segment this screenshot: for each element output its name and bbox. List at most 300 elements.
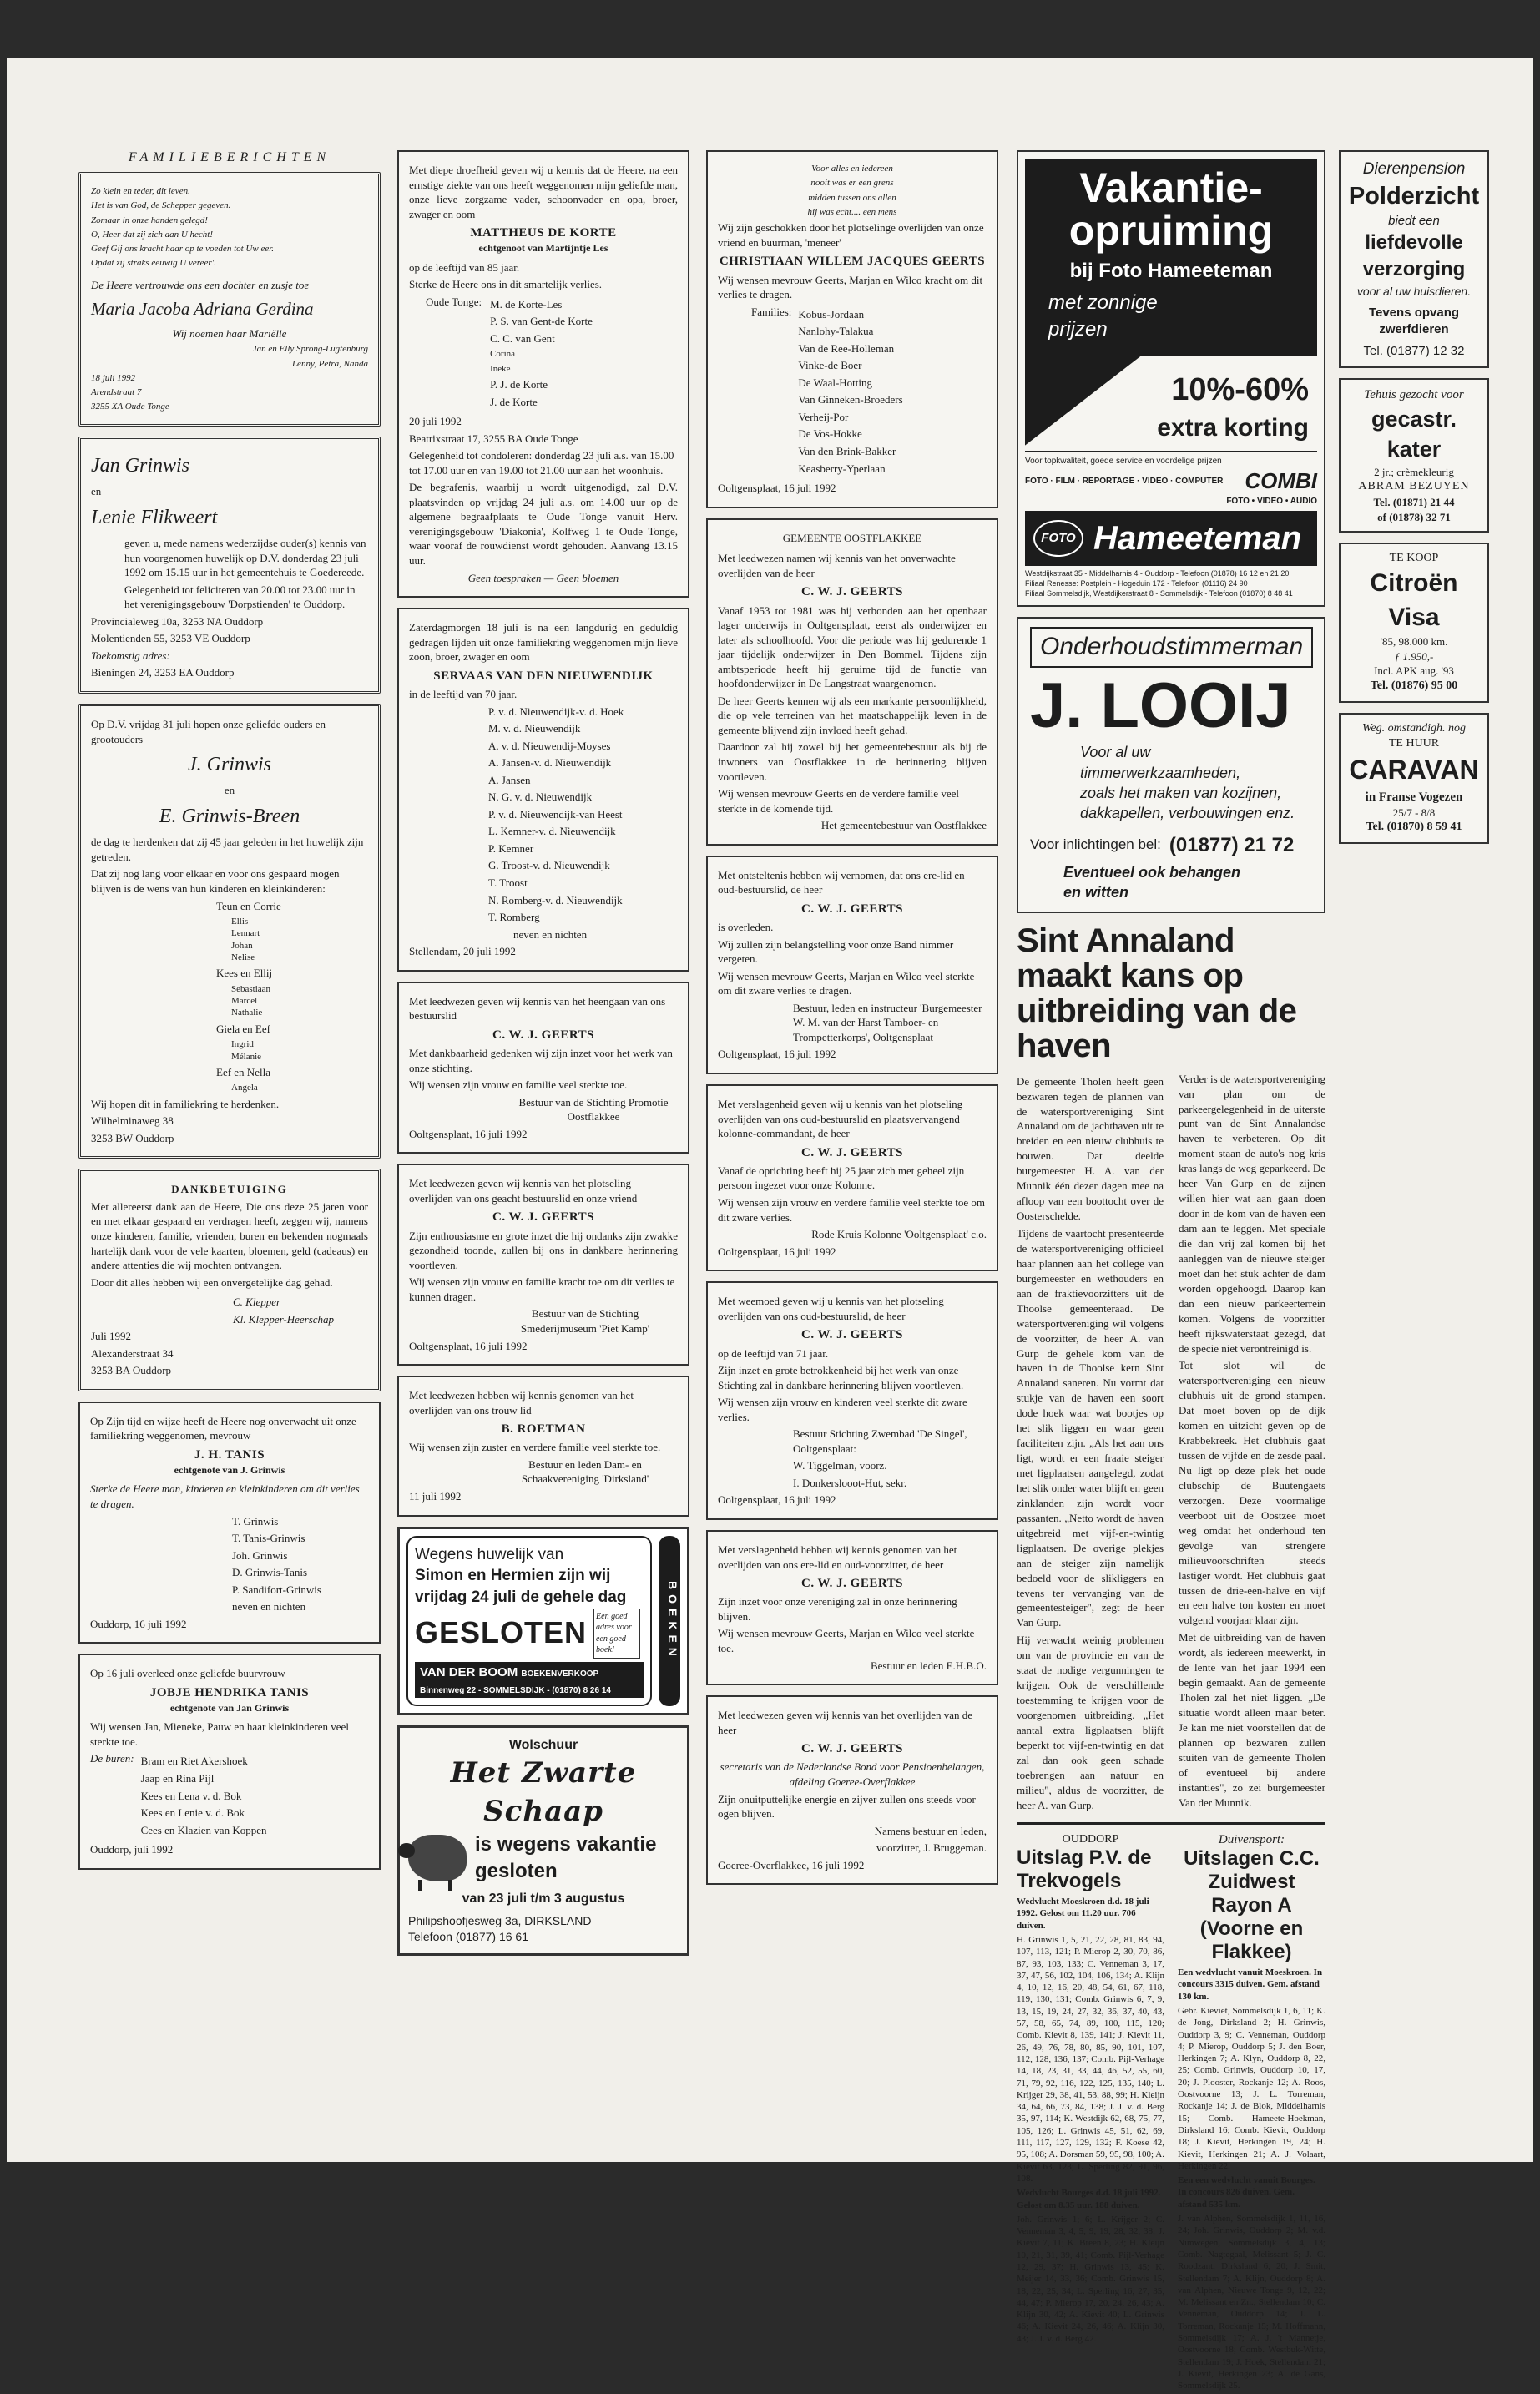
- address: Alexanderstraat 34: [91, 1346, 174, 1360]
- signature: J. de Korte: [490, 395, 538, 408]
- ad-polderzicht: [1339, 150, 1489, 368]
- ad-owner: ABRAM BEZUYEN: [1358, 480, 1470, 493]
- ad-phone: (01877) 21 72: [1169, 833, 1295, 856]
- signature: I. Donkerslooot-Hut, sekr.: [793, 1476, 907, 1489]
- pigeon-ouddorp: [1017, 1833, 1164, 2394]
- ad-line: vrijdag 24 juli de gehele dag: [415, 1588, 627, 1606]
- signature: Van de Ree-Holleman: [798, 341, 895, 355]
- signature: Bram en Riet Akershoek: [140, 1755, 248, 1768]
- deceased-name: B. ROETMAN: [501, 1422, 586, 1437]
- signature: Namens bestuur en leden,: [874, 1824, 987, 1837]
- signature: Bestuur, leden en instructeur 'Burgemeester W. M. van der Harst Tamboer- en Trompetterkorps', Ooltgensplaat: [793, 1001, 982, 1043]
- baby-name: Maria Jacoba Adriana Gerdina: [91, 299, 314, 320]
- ad-title: CARAVAN: [1349, 755, 1479, 785]
- obit-date: Ooltgensplaat, 16 juli 1992: [718, 482, 836, 495]
- condolence: Gelegenheid tot condoleren: donderdag 23 juli a.s. van 15.00 tot 17.00 uur en van 19.00 tot 21.00 uur aan het woonhuis.: [409, 449, 674, 477]
- child-couple: Teun en Corrie: [216, 899, 281, 912]
- obituary-ehbo: [706, 1530, 998, 1685]
- deceased-name: C. W. J. GEERTS: [800, 1328, 903, 1342]
- signature: N. Romberg-v. d. Nieuwendijk: [488, 893, 623, 907]
- race-results: Gebr. Kieviet, Sommelsdijk 1, 6, 11; K. de Jong, Dirksland 2; H. Grinwis, Ouddorp 3, 9; C. Venneman, Ouddorp 4; P. Mierop, Ouddorp 5; J. den Boer, Herkingen 7; A. Klyn, Ouddorp 8, 22, 25; Comb. Grinwis, Ouddorp 10, 17, 20; J. Plooster, Rockanje 12; A. Roos, Oostvoorne 13; J. L. Torreman, Rockanje 14; J. de Blok, Middelharnis 15; Comb. Hameete-Hoekman, Dirksland 16; Comb. Kievit, Ouddorp 18; J. Kievit, Herkingen 19, 24; H. Kievit, Herkingen 21; A. J. Volaart, Herkingen 22.: [1178, 2005, 1325, 2171]
- obit-intro: Met leedwezen geven wij kennis van het heengaan van ons bestuurslid: [409, 994, 666, 1023]
- signature: Bestuur en leden E.H.B.O.: [870, 1659, 987, 1672]
- signature: voorzitter, J. Bruggeman.: [876, 1841, 987, 1855]
- poem-line: O, Heer dat zij zich aan U hecht!: [91, 229, 214, 240]
- signature-list: [141, 1751, 267, 1840]
- address: Provincialeweg 10a, 3253 NA Ouddorp: [91, 614, 264, 628]
- address: Arendstraat 7: [91, 387, 142, 398]
- deceased-name: C. W. J. GEERTS: [492, 1028, 594, 1042]
- section-title: Uitslag P.V. de Trekvogels: [1017, 1846, 1152, 1893]
- deceased-name: J. H. TANIS: [194, 1448, 265, 1462]
- obit-text: Wij wensen mevrouw Geerts en de verdere familie veel sterkte in de komende tijd.: [718, 787, 959, 815]
- signature: P. Kemner: [488, 841, 534, 855]
- husband-name: J. Grinwis: [187, 754, 271, 776]
- address: 3253 BW Ouddorp: [91, 1131, 174, 1144]
- poem-line: Geef Gij ons kracht haar op te voeden tot Uw eer.: [91, 244, 275, 255]
- child-couple: Eef en Nella: [216, 1065, 270, 1078]
- deceased-name: C. W. J. GEERTS: [492, 1210, 594, 1225]
- ad-dates: van 23 juli t/m 3 augustus: [462, 1891, 625, 1907]
- child-couple: Kees en Ellij: [216, 967, 273, 980]
- ad-line: '85, 98.000 km.: [1380, 635, 1448, 648]
- signature: Bestuur Stichting Zwembad 'De Singel', Ooltgensplaat:: [793, 1427, 967, 1455]
- thanks-text-2: Door dit alles hebben wij een onvergetelijke dag gehad.: [91, 1275, 333, 1289]
- ad-citroen: [1339, 543, 1489, 702]
- ad-shop-name: Hameeteman: [1093, 519, 1302, 557]
- anniversary-close: Wij hopen dit in familiekring te herdenken.: [91, 1097, 280, 1110]
- obit-text: Zijn enthousiasme en grote inzet die hij ondanks zijn zwakke gezondheid toonde, zullen bij ons in dankbare herinnering voortleven.: [409, 1229, 678, 1271]
- en: en: [91, 485, 102, 498]
- obit-date: 20 juli 1992: [409, 415, 462, 428]
- signature: Bestuur en leden Dam- en Schaakvereniging 'Dirksland': [521, 1457, 649, 1486]
- grandchild: Marcel: [231, 996, 258, 1007]
- anniversary-intro: Op D.V. vrijdag 31 juli hopen onze geliefde ouders en grootouders: [91, 717, 326, 745]
- ad-company: Polderzicht: [1348, 182, 1480, 210]
- grandchild: Ingrid: [231, 1039, 254, 1050]
- ad-caravan: [1339, 713, 1489, 845]
- signature: D. Grinwis-Tanis: [232, 1566, 308, 1579]
- poem-line: Het is van God, de Schepper gegeven.: [91, 200, 231, 211]
- obituary-gemeente: [706, 518, 998, 846]
- ad-line: Weg. omstandigh. nog: [1362, 721, 1466, 735]
- signature: G. Troost-v. d. Nieuwendijk: [488, 859, 610, 872]
- signature: C. Klepper: [233, 1295, 281, 1309]
- section-header: FAMILIEBERICHTEN: [128, 150, 331, 164]
- obituary-muziek: [706, 856, 998, 1074]
- obit-text: Wij wensen zijn vrouw en familie kracht toe om dit verlies te kunnen dragen.: [409, 1275, 675, 1303]
- obit-text: Zijn onuitputtelijke energie en zijver zullen ons steeds voor ogen blijven.: [718, 1792, 976, 1821]
- signature: Het gemeentebestuur van Oostflakkee: [820, 819, 987, 832]
- newspaper-page: [7, 58, 1533, 2391]
- poem-line: Zo klein en teder, dit leven.: [91, 186, 190, 196]
- obit-text: Daardoor zal hij zowel bij het gemeentebestuur als bij de inwoners van Oostflakkee in de herinnering blijven voortleven.: [718, 740, 987, 783]
- obit-sterkte: Sterke de Heere ons in dit smartelijk verlies.: [409, 278, 603, 291]
- obit-text: Wij wensen mevrouw Geerts, Marjan en Wilco kracht om dit verlies te dragen.: [718, 273, 983, 301]
- deceased-spouse: echtgenote van J. Grinwis: [174, 1464, 285, 1477]
- sheep-icon: [408, 1835, 467, 1881]
- ad-van-der-boom: [397, 1527, 689, 1716]
- ad-address: Binnenweg 22 - SOMMELSDIJK - (01870) 8 26 14: [415, 1684, 644, 1699]
- obituary-pension: [706, 1695, 998, 1885]
- ad-line: Voor al uw timmerwerkzaamheden,: [1080, 744, 1241, 781]
- ad-discount-label: extra korting: [1157, 414, 1309, 442]
- signature: A. Jansen: [488, 773, 531, 786]
- poem-line: midden tussen ons allen: [808, 192, 896, 203]
- grandchild: Nathalie: [231, 1008, 263, 1018]
- ad-line: Wegens huwelijk van: [415, 1545, 564, 1563]
- obit-text: Wij wensen zijn zuster en verdere familie veel sterkte toe.: [409, 1441, 661, 1454]
- ad-shop-name: Het Zwarte Schaap: [450, 1755, 637, 1828]
- overleden: is overleden.: [718, 921, 774, 934]
- obit-text: Vanaf de oprichting heeft hij 25 jaar zich met geheel zijn persoon ingezet voor onze Kolonne.: [718, 1164, 965, 1192]
- deceased-spouse: echtgenote van Jan Grinwis: [169, 1702, 290, 1715]
- obit-italic: Sterke de Heere man, kinderen en kleinkinderen om dit verlies te dragen.: [90, 1482, 360, 1510]
- poem-line: nooit was er een grens: [810, 178, 894, 189]
- poem-line: Zomaar in onze handen gelegd!: [91, 215, 208, 225]
- poem: [718, 163, 987, 218]
- ad-address: Filiaal Renesse: Postplein - Hogeduin 172 - Telefoon (01116) 24 90: [1025, 578, 1248, 588]
- grandchild: Nelise: [231, 952, 255, 962]
- thanks-title: DANKBETUIGING: [171, 1183, 288, 1196]
- deceased-role: secretaris van de Nederlandse Bond voor Pensioenbelangen, afdeling Goeree-Overflakkee: [720, 1760, 985, 1788]
- obituary-tanis-neighbours: [78, 1654, 381, 1869]
- signature: W. Tiggelman, voorz.: [793, 1459, 887, 1472]
- marriage-notice: [78, 437, 381, 694]
- deceased-age: op de leeftijd van 71 jaar.: [718, 1346, 829, 1360]
- grandchild: Mélanie: [231, 1051, 262, 1062]
- obit-date: Ooltgensplaat, 16 juli 1992: [718, 1245, 836, 1258]
- anniversary-wish: Dat zij nog lang voor elkaar en voor ons gespaard mogen blijven is de wens van hun kinderen en kleinkinderen:: [91, 867, 340, 896]
- obit-intro: Met leedwezen geven wij kennis van het overlijden van de heer: [718, 1709, 973, 1736]
- ad-line: prijzen: [1048, 318, 1108, 341]
- address: Wilhelminaweg 38: [91, 1114, 174, 1128]
- signature: Rode Kruis Kolonne 'Ooltgensplaat' c.o.: [811, 1228, 987, 1241]
- signature: T. Tanis-Grinwis: [232, 1532, 305, 1545]
- ad-line: TE HUUR: [1388, 737, 1440, 750]
- obituary-geerts-smederij: [397, 1164, 689, 1366]
- deceased-name: C. W. J. GEERTS: [800, 1577, 903, 1591]
- signature: De Vos-Hokke: [798, 427, 862, 441]
- address: Bieningen 24, 3253 EA Ouddorp: [91, 666, 235, 679]
- signature: M. de Korte-Les: [490, 297, 563, 311]
- ad-line: Incl. APK aug. '93: [1374, 664, 1454, 678]
- ad-line: en witten: [1063, 884, 1129, 902]
- obit-text: Vanaf 1953 tot 1981 was hij verbonden aan het openbaar lager onderwijs in Ooltgensplaat, eerst als onderwijzer en later als schoolhoofd. Voor die periode was hij gedurende 1 jaar tijdelijk onderwijzer in Den Bommel. Tijdens zijn ambtsperiode heeft hij geruime tijd de functie van hoofdonderwijzer in De Langstraat waargenomen.: [718, 604, 987, 690]
- ad-small: Voor topkwaliteit, goede service en voordelige prijzen: [1025, 456, 1222, 466]
- article-paragraph: Verder is de watersportvereniging van plan om de parkeergelegenheid in de uiterste punt van de Sint Annalandse haven te verbeteren. Op dit moment staan de auto's nog kris kras langs de weg geparkeerd. De heer Van Gurp en de zijnen willen hier wat aan gaan doen door in de kom van de haven een dam aan te leggen. Met speciale die dan vrij zal komen bij het aanleggen van de nieuwe steiger moet dan het stuk achter de dam worden opgehoogd. Daarop kan dan een nieuw parkeerterrein komen. Volgens de voorzitter heeft rijkswaterstaat gezegd, dat de specie niet verontreinigd is.: [1179, 1072, 1325, 1355]
- obit-intro: Met ontsteltenis hebben wij vernomen, dat ons ere-lid en oud-bestuurslid, de heer: [718, 868, 965, 896]
- signature: Kl. Klepper-Heerschap: [233, 1312, 335, 1326]
- obit-text: Wij zullen zijn belangstelling voor onze Band nimmer vergeten.: [718, 937, 954, 966]
- thanks-text: Met allereerst dank aan de Heere, Die ons deze 25 jaren voor en met elkaar gespaard en verdragen heeft, zeggen wij, namens onze kinderen, familie, vrienden, buren en bekenden nogmaals hartelijk dank voor de vele kaarten, bloemen, geld (cadeaus) en andere attenties die wij mochten ontvangen.: [91, 1200, 368, 1272]
- grandchild: Lennart: [231, 928, 260, 939]
- signature-list: [798, 305, 902, 478]
- future-address-label: Toekomstig adres:: [91, 649, 170, 662]
- obit-text: Wij wensen zijn vrouw en verdere familie veel sterkte toe om dit zware verlies.: [718, 1195, 986, 1224]
- bride-name: Lenie Flikweert: [91, 506, 218, 528]
- ad-line: voor al uw huisdieren.: [1356, 284, 1472, 298]
- column-2: [397, 150, 689, 1966]
- obit-text: Wij wensen zijn vrouw en kinderen veel sterkte dit zware verlies.: [718, 1396, 967, 1423]
- ad-phone: Tel. (01871) 21 44: [1373, 496, 1455, 509]
- camera-icon: FOTO: [1033, 520, 1083, 557]
- article-body: [1017, 1072, 1325, 1814]
- signature: De Waal-Hotting: [798, 376, 872, 389]
- ad-address: Westdijkstraat 35 - Middelharnis 4 - Ouddorp - Telefoon (01878) 16 12 en 21 20: [1025, 568, 1290, 578]
- ad-title: opruiming: [1068, 207, 1274, 254]
- signature: Vinke-de Boer: [798, 359, 862, 372]
- birth-poem: [91, 185, 368, 270]
- column-4: [1017, 150, 1325, 2394]
- ad-line: 2 jr.; crèmekleurig: [1374, 465, 1454, 478]
- ad-zwarte-schaap: [397, 1725, 689, 1956]
- signature-list: [490, 295, 593, 412]
- anniversary-text: de dag te herdenken dat zij 45 jaar geleden in het huwelijk zijn getreden.: [91, 836, 364, 863]
- grandchild: Johan: [231, 940, 253, 951]
- signature: Jaap en Rina Pijl: [140, 1772, 215, 1785]
- obit-date: Stellendam, 20 juli 1992: [409, 945, 516, 958]
- signature: Bestuur van de Stichting Promotie Oostflakkee: [518, 1095, 669, 1124]
- thanks-date: Juli 1992: [91, 1330, 132, 1343]
- ad-title: Vakantie-: [1079, 164, 1263, 211]
- obituary-geerts-neighbours: [706, 150, 998, 508]
- obit-intro: Met leedwezen hebben wij kennis genomen van het overlijden van ons trouw lid: [409, 1389, 634, 1417]
- deceased-name: MATTHEUS DE KORTE: [470, 226, 617, 240]
- signers-label: De buren:: [90, 1752, 134, 1765]
- deceased-name: C. W. J. GEERTS: [800, 902, 903, 916]
- obit-intro: Met diepe droefheid geven wij u kennis dat de Heere, na een ernstige ziekte van ons heeft weggenomen mijn geliefde man, onze lieve zorgzame vader, schoonvader en opa, broer, zwager en oom: [409, 164, 678, 220]
- groom-name: Jan Grinwis: [91, 454, 190, 477]
- ad-discount: 10%-60%: [1171, 371, 1309, 407]
- ad-line: biedt een: [1388, 213, 1440, 228]
- closing: Geen toespraken — Geen bloemen: [467, 571, 619, 584]
- ad-phone: Telefoon (01877) 16 61: [408, 1929, 528, 1943]
- ad-title: Citroën Visa: [1370, 569, 1458, 631]
- ad-title: gecastr. kater: [1371, 406, 1457, 462]
- signature: Van den Brink-Bakker: [798, 445, 896, 457]
- obit-text: Zijn inzet voor onze vereniging zal in onze herinnering blijven.: [718, 1595, 957, 1623]
- birth-date: 18 juli 1992: [91, 372, 136, 383]
- signature: neven en nichten: [232, 1600, 306, 1614]
- obituary-tanis: [78, 1402, 381, 1644]
- grandchild: Angela: [231, 1083, 258, 1093]
- race-heading: Wedvlucht Bourges d.d. 18 juli 1992. Gelost om 8.35 uur. 188 duiven.: [1017, 2188, 1161, 2210]
- grandchild: Sebastiaan: [231, 983, 271, 994]
- ad-dates: 25/7 - 8/8: [1392, 806, 1436, 819]
- ad-line: in Franse Vogezen: [1365, 790, 1463, 804]
- ad-line: gesloten: [475, 1860, 558, 1883]
- obit-date: Goeree-Overflakkee, 16 juli 1992: [718, 1858, 865, 1871]
- divider: [1017, 1822, 1325, 1825]
- obit-intro: Met leedwezen namen wij kennis van het onverwachte overlijden van de heer: [718, 552, 956, 579]
- signature: T. Troost: [488, 876, 528, 889]
- obituary-korte: [397, 150, 689, 598]
- article-paragraph: Hij verwacht weinig problemen om van de provincie en van de staat de nodige vergunningen te krijgen. Ook de verschillende toestemming te krijgen voor de voorgenomen uitbreiding. „Het aantal extra ligplaatsen blijft beperkt tot vijf-en-twintig en dat zal dan ook geen schade toebrengen aan natuur en milieu", aldus de voorzitter, de heer A. van Gurp.: [1017, 1634, 1164, 1811]
- section-label: Duivensport:: [1218, 1833, 1285, 1847]
- ad-line: dakkapellen, verbouwingen enz.: [1080, 805, 1295, 822]
- funeral-info: De begrafenis, waarbij u wordt uitgenodigd, zal D.V. plaatsvinden op vrijdag 24 juli a.s. om 14.00 uur op de algemene begraafplaats te Oude Tonge vanuit Herv. verenigingsgebouw 'Diakonia', Kolfweg 1 te Oude Tonge, waar vooraf de rouwdienst wordt gehouden. Aanvang 13.15 uur.: [409, 481, 678, 567]
- poem-line: Voor alles en iedereen: [811, 164, 893, 174]
- obit-intro: Op Zijn tijd en wijze heeft de Heere nog onverwacht uit onze familiekring weggenomen, mevrouw: [90, 1414, 356, 1442]
- birth-intro: De Heere vertrouwde ons een dochter en zusje toe: [91, 278, 310, 291]
- ad-company: J. LOOIJ: [1030, 669, 1291, 741]
- felicitation: Gelegenheid tot feliciteren van 20.00 tot 23.00 uur in het verenigingsgebouw 'Dorpstienden' te Ouddorp.: [124, 583, 356, 611]
- signature: Joh. Grinwis: [232, 1548, 288, 1562]
- ad-price: ƒ 1.950,-: [1394, 649, 1434, 663]
- ad-company: VAN DER BOOM: [420, 1664, 518, 1679]
- section-title: Uitslagen C.C. Zuidwest Rayon A (Voorne en Flakkee): [1184, 1847, 1320, 1964]
- obit-date: Ooltgensplaat, 16 juli 1992: [718, 1048, 836, 1061]
- ad-address: Filiaal Sommelsdijk, Westdijkerstraat 8 - Sommelsdijk - Telefoon (01870) 8 48 41: [1025, 589, 1293, 598]
- column-familieberichten: [78, 150, 381, 1880]
- ad-line: Simon en Hermien zijn wij: [415, 1567, 611, 1585]
- obit-text: Wij wensen zijn vrouw en familie veel sterkte toe.: [409, 1078, 628, 1092]
- ad-line: met zonnige: [1048, 290, 1158, 314]
- signature: T. Grinwis: [232, 1514, 279, 1528]
- obit-intro: Met verslagenheid hebben wij kennis genomen van het overlijden van ons ere-lid en oud-voorzitter, de heer: [718, 1543, 957, 1571]
- address: 3255 XA Oude Tonge: [91, 402, 169, 412]
- ad-phone: Tel. (01870) 8 59 41: [1366, 821, 1462, 834]
- ad-title: Onderhoudstimmerman: [1030, 627, 1313, 668]
- pigeon-results: [1017, 1833, 1325, 2394]
- ad-line: verzorging: [1362, 258, 1466, 281]
- signature: Cees en Klazien van Koppen: [140, 1823, 267, 1836]
- signature: Bestuur van de Stichting Smederijmuseum 'Piet Kamp': [520, 1307, 650, 1335]
- obit-date: Ouddorp, 16 juli 1992: [90, 1617, 187, 1630]
- child-couple: Giela en Eef: [216, 1022, 270, 1035]
- obit-intro: Op 16 juli overleed onze geliefde buurvrouw: [90, 1667, 285, 1680]
- deceased-name: JOBJE HENDRIKA TANIS: [149, 1685, 310, 1700]
- ad-boom-body: [406, 1536, 652, 1707]
- signature: Kees en Lenie v. d. Bok: [140, 1806, 245, 1820]
- obit-intro: Wij zijn geschokken door het plotselinge overlijden van onze vriend en buurman, 'meneer': [718, 221, 984, 249]
- ad-line: Eventueel ook behangen: [1063, 864, 1241, 881]
- signature: Kobus-Jordaan: [798, 307, 865, 321]
- race-results: J. van Alphen, Sommelsdijk 1, 11, 16, 24; Joh. Grinwis, Ouddorp 2; M. v.d. Nimwegen, Sommelsdijk 3, 4, 13; Comb. Nagtegaal, Melissant 5; J. C. Roodzant, Dirksland 6, 20; J. Smit, Stellendam 7; A. Klijn, Ouddorp 8; A. van Alphen, Nieuwe Tonge 9, 12, 22; M. Melissant en Zn., Stellendam 10; C. Venneman, Ouddorp 14; J. L. Torreman, Rockanje 15; M. Hoffmann, Sommelsdijk 17; A. J. 't Mannetje, Oostvoorne 18; Comb. Westbuk-Witte, Stellendam 19; J. Hoek, Stellendam 21; J. Kievit, Herkingen 23; A. de Gans, Sommelsdijk 25.: [1178, 2214, 1325, 2391]
- obit-date: Ooltgensplaat, 16 juli 1992: [409, 1127, 528, 1140]
- anniversary-notice: [78, 704, 381, 1159]
- ad-kater: [1339, 378, 1489, 533]
- signature-list: [232, 1514, 369, 1614]
- signature: P. J. de Korte: [490, 377, 548, 391]
- ad-line: Tevens opvang zwerfdieren: [1368, 305, 1460, 336]
- signature: P. Sandifort-Grinwis: [232, 1583, 321, 1596]
- obit-intro: Zaterdagmorgen 18 juli is na een langdurig en geduldig gedragen lijden uit onze familiekring weggenomen mijn lieve zoon, broer, zwager en oom: [409, 621, 678, 664]
- thanks-notice: [78, 1169, 381, 1391]
- ad-company-sub: BOEKENVERKOOP: [521, 1669, 599, 1679]
- children-list: [216, 899, 368, 1094]
- obit-intro: Met leedwezen geven wij kennis van het plotseling overlijden van ons geacht bestuurslid en onze vriend: [409, 1177, 638, 1205]
- obit-text: Zijn inzet en grote betrokkenheid bij het werk van onze Stichting zal in dankbare herinnering blijven voortleven.: [718, 1364, 964, 1391]
- obit-date: Ooltgensplaat, 16 juli 1992: [409, 1339, 528, 1352]
- obit-date: Ooltgensplaat, 16 juli 1992: [718, 1493, 836, 1507]
- obituary-rodekruis: [706, 1084, 998, 1271]
- ad-side-label: BOEKEN: [659, 1536, 680, 1707]
- obituary-geerts-promotie: [397, 982, 689, 1154]
- grandchild: Ellis: [231, 917, 249, 927]
- signature: M. v. d. Nieuwendijk: [488, 722, 581, 735]
- siblings: Lenny, Petra, Nanda: [291, 358, 368, 369]
- signature: C. C. van Gent: [490, 331, 555, 345]
- signature: L. Kemner-v. d. Nieuwendijk: [488, 825, 616, 838]
- deceased-age: op de leeftijd van 85 jaar.: [409, 260, 520, 274]
- address: 3253 BA Ouddorp: [91, 1364, 172, 1377]
- ad-closed: GESLOTEN: [415, 1615, 588, 1650]
- ad-subtitle: bij Foto Hameeteman: [1069, 259, 1273, 282]
- race-results: Joh. Grinwis 1; 6; L. Krijger 2; C. Venneman 3, 4, 5, 9, 19, 28, 32, 38; J. Kievit 7, 11; K. Breen 8, 23; H. Kleijn 10, 21, 31, 39, 41; Comb. Pijl-Verhage 12, 29, 37; H. Grinwis 13, 45; K. Meijer 14, 33, 36; Comb. Grinwis 15, 18, 22, 25, 34; L. Sperling 16, 27, 35, 44, 47; P. Mierop 17, 20, 24, 26, 43; A. Klijn 30, 42; A. Kievit 40; L. Grinwis 46; A. Kievit 24, 26, 46; A. Klijn 30, 43; J. J. v. d. Berg 42.: [1017, 2214, 1164, 2344]
- column-5-classifieds: [1339, 150, 1489, 854]
- signature: A. v. d. Nieuwendij-Moyses: [488, 739, 611, 752]
- ad-combi-sub: FOTO • VIDEO • AUDIO: [1226, 497, 1317, 507]
- deceased-spouse: echtgenoot van Martijntje Les: [478, 242, 608, 255]
- signature: Van Ginneken-Broeders: [798, 393, 903, 407]
- obit-text: Met dankbaarheid gedenken wij zijn inzet voor het werk van onze stichting.: [409, 1047, 673, 1074]
- article-paragraph: Met de uitbreiding van de haven wordt, als iedereen meewerkt, in de lente van het jaar 1994 een begin gemaakt. Aan de gemeente Tholen zal het niet liggen. „De situatie wordt alleen maar beter. Je kan me niet voorstellen dat de plannen op bezwaren zullen stuiten van de gemeente Tholen of eventueel bij andere instanties", zo zei burgemeester Van der Munnik.: [1179, 1631, 1325, 1809]
- address: Beatrixstraat 17, 3255 BA Oude Tonge: [409, 432, 578, 445]
- obit-intro: Met verslagenheid geven wij u kennis van het plotseling overlijden van ons oud-bestuurslid en plaatsvervangend kolonne-commandant, de heer: [718, 1098, 963, 1140]
- notice-title: GEMEENTE OOSTFLAKKEE: [718, 531, 987, 549]
- article-paragraph: Tijdens de vaartocht presenteerde de watersportvereniging officieel haar plannen aan het college van burgemeester en wethouders en aan de fraktievoorzitters uit de Thoolse gemeenteraad. De watersportvereniging wil volgens de voorzitter, de heer A. van Gurp de gehele kom van de haven in de Thoolse kern Sint Annaland saneren. Nu vormt dat stukje van de haven een soort dode hoek waar wat bootjes op het slik liggen en waar geen faciliteiten zijn. „Als het aan ons ligt, wordt er een fraaie steiger met ligplaatsen aangelegd, zodat het slik onder water blijft en geen zinklanden zijn wordt voor passanten. „Netto wordt de haven uitgebreid met vijf-en-twintig ligplaatsen. De overige plekjes aan de steiger zijn namelijk bedoeld voor de slikliggers en tevens ter vervanging van de gemeentesteiger", zegt de heer Van Gurp.: [1017, 1227, 1164, 1629]
- obituary-servaas: [397, 608, 689, 972]
- poem-line: hij was echt.... een mens: [807, 206, 897, 217]
- signature: Verheij-Por: [798, 410, 849, 423]
- ad-line: Dierenpension: [1362, 160, 1466, 178]
- deceased-name: C. W. J. GEERTS: [800, 585, 903, 599]
- ad-banner: [1025, 159, 1317, 356]
- obit-date: 11 juli 1992: [409, 1490, 462, 1503]
- place-label: Oude Tonge:: [426, 295, 482, 308]
- ad-slogan: Een goed adres voor een goed boek!: [593, 1609, 640, 1659]
- obit-date: Ouddorp, juli 1992: [90, 1843, 174, 1856]
- signature: P. S. van Gent-de Korte: [490, 315, 593, 328]
- obituary-zwembad: [706, 1281, 998, 1520]
- race-results: H. Grinwis 1, 5, 21, 22, 28, 81, 83, 94, 107, 113, 121; P. Mierop 2, 30, 70, 86, 87, 93, 103, 133; C. Venneman 3, 17, 37, 47, 56, 102, 104, 106, 134; A. Klijn 4, 10, 12, 16, 20, 48, 54, 61, 67, 118, 119, 130, 131; Comb. Grinwis 6, 7, 9, 13, 15, 19, 24, 27, 32, 36, 37, 40, 43, 57, 58, 65, 74, 89, 100, 115, 120; Comb. Kievit 8, 139, 141; J. Kievit 11, 26, 49, 76, 78, 80, 85, 90, 101, 107, 112, 128, 136, 137; Comb. Pijl-Verhage 14, 18, 23, 31, 33, 44, 46, 52, 55, 60, 71, 79, 92, 116, 122, 125, 135, 140; L. Krijger 29, 38, 41, 53, 88, 99; H. Kleijn 34, 64, 66, 73, 84, 138; J. J. v. d. Berg 35, 97, 114; K. Westdijk 62, 68, 75, 77, 105, 126; L. Grinwis 45, 51, 62, 69, 111, 117, 127, 129, 132; F. Koese 42, 95, 108; A. Dorsman 59, 95, 98, 100; A. Kievit 63, 123; L. Sperling 82, 91, 96, 108.: [1017, 1934, 1164, 2184]
- section-label: OUDDORP: [1062, 1833, 1119, 1846]
- signature: A. Jansen-v. d. Nieuwendijk: [488, 756, 612, 770]
- ad-phone: Tel. (01876) 95 00: [1370, 679, 1458, 692]
- ad-line: Wolschuur: [508, 1738, 578, 1753]
- column-3: [706, 150, 998, 1895]
- deceased-name: C. W. J. GEERTS: [800, 1742, 903, 1756]
- ad-line: Tehuis gezocht voor: [1364, 388, 1464, 402]
- parents: Jan en Elly Sprong-Lugtenburg: [252, 344, 368, 355]
- signature: Corina: [490, 349, 516, 360]
- deceased-age: in de leeftijd van 70 jaar.: [409, 687, 518, 700]
- pigeon-zuidwest: [1178, 1833, 1325, 2394]
- ad-address: Philipshoofjesweg 3a, DIRKSLAND: [408, 1914, 592, 1927]
- ad-line: TE KOOP: [1389, 552, 1439, 565]
- ad-phone: Tel. (01877) 12 32: [1363, 344, 1465, 359]
- ad-categories: FOTO · FILM · REPORTAGE · VIDEO · COMPUTER: [1025, 476, 1224, 486]
- ad-tel-label: Voor inlichtingen bel:: [1030, 836, 1161, 853]
- poem-line: Opdat zij straks eeuwig U vereer'.: [91, 258, 216, 269]
- ad-line: is wegens vakantie: [475, 1832, 657, 1856]
- ad-line: zoals het maken van kozijnen,: [1080, 785, 1282, 802]
- obit-text: De heer Geerts kennen wij als een markante persoonlijkheid, die op vele terreinen van het maatschappelijk leven in de gemeente blijvend zijn invloed heeft gehad.: [718, 694, 987, 736]
- wife-name: E. Grinwis-Breen: [159, 805, 300, 827]
- signature: Nanlohy-Talakua: [798, 325, 874, 338]
- signers-label: Families:: [751, 305, 792, 318]
- signature: Ineke: [490, 363, 511, 374]
- obit-text: Wij wensen Jan, Mieneke, Pauw en haar kleinkinderen veel sterkte toe.: [90, 1720, 349, 1748]
- en: en: [224, 784, 235, 797]
- race-heading: Wedvlucht Moeskroen d.d. 18 juli 1992. Gelost om 11.20 uur. 706 duiven.: [1017, 1897, 1149, 1931]
- race-heading: Een wedvlucht vanuit Moeskroen. In concours 3315 duiven. Gem. afstand 130 km.: [1178, 1967, 1323, 2002]
- ad-looij: [1017, 617, 1325, 912]
- signature: Kees en Lena v. d. Bok: [140, 1789, 242, 1802]
- signature: T. Romberg: [488, 911, 540, 924]
